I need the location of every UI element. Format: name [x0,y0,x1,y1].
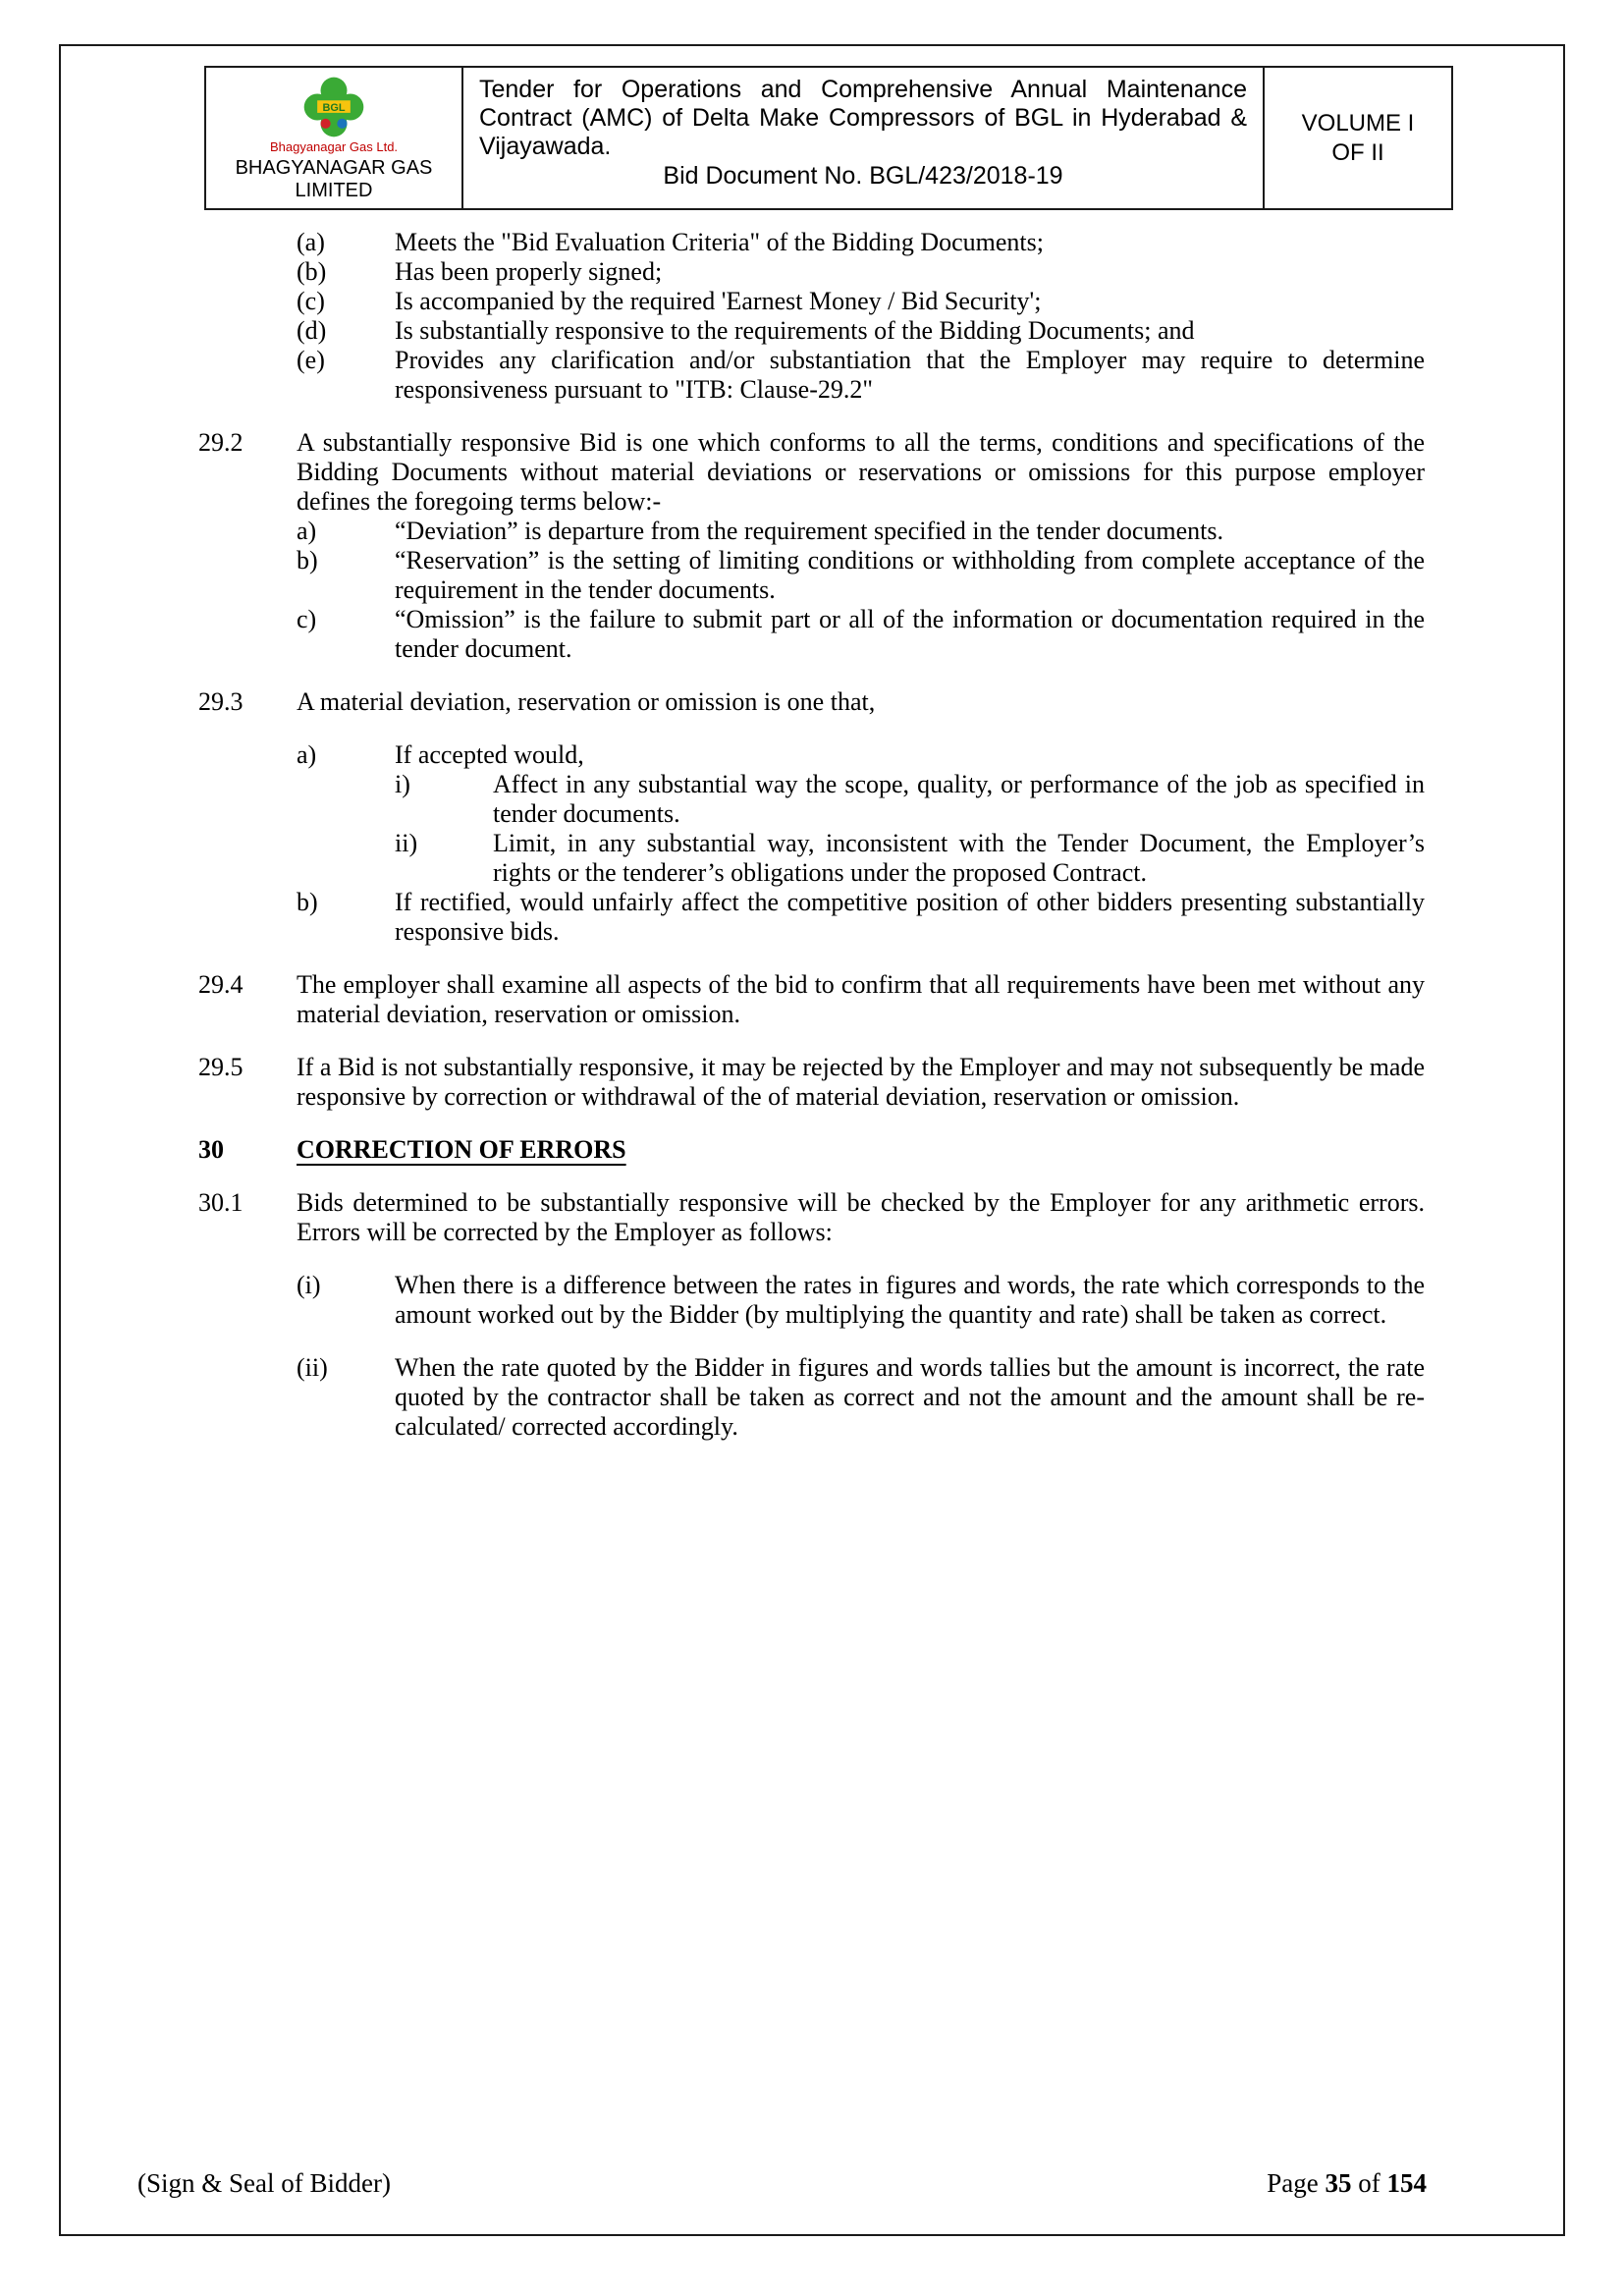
clause-text: Bids determined to be substantially responsive will be checked by the Employer for any arithmetic errors. Errors will be corrected by the Employer as follows: [297,1188,1425,1246]
sub-item-label: (i) [297,1271,321,1299]
sub-item-label: b) [297,888,318,916]
list-item-text: Is substantially responsive to the requirements of the Bidding Documents; and [395,316,1195,345]
list-item-label: (b) [297,257,327,286]
sub-item-label: a) [297,740,317,769]
list-item-text: Meets the "Bid Evaluation Criteria" of the Bidding Documents; [395,228,1044,256]
page-word: Page [1267,2168,1319,2198]
sub-sub-label: ii) [395,829,418,857]
sub-item-label: c) [297,605,317,633]
sub-item-b [297,888,1425,947]
clause-number: 30.1 [198,1188,244,1217]
sub-item-text: If rectified, would unfairly affect the competitive position of other bidders presenting substantially responsive bids. [395,888,1425,946]
document-title: Tender for Operations and Comprehensive Annual Maintenance Contract (AMC) of Delta Make Compressors of BGL in Hyderabad & Vijayawada. [479,76,1247,160]
clause-body [297,428,1425,664]
bgl-logo-icon [302,76,365,138]
sub-sub-text: Affect in any substantial way the scope, quality, or performance of the job as specified in tender documents. [493,770,1425,828]
bid-document-number: Bid Document No. BGL/423/2018-19 [663,162,1063,190]
org-name: BHAGYANAGAR GAS LIMITED [235,157,433,201]
document-header [204,66,1453,210]
clause-number: 29.5 [198,1053,244,1081]
sub-item-label: (ii) [297,1353,328,1382]
clause-text: The employer shall examine all aspects of the bid to confirm that all requirements have been met without any material deviation, reservation or omission. [297,970,1425,1028]
clause-body [297,970,1425,1029]
list-item-label: (d) [297,316,327,345]
section-title-wrap [297,1135,1425,1165]
volume-line-2: OF II [1331,138,1384,166]
sub-item-text: “Omission” is the failure to submit part or all of the information or documentation required in the tender document. [395,605,1425,663]
page-border-frame [59,44,1565,2236]
clause-29-5 [198,1053,1425,1112]
sub-item-text: “Deviation” is departure from the requirement specified in the tender documents. [395,517,1223,545]
list-item-text: Has been properly signed; [395,257,663,286]
clause-text: A substantially responsive Bid is one which conforms to all the terms, conditions and specifications of the Bidding Documents without material deviations or reservations or omissions for this purpose employer defines the foregoing terms below:- [297,428,1425,516]
sub-item-body [395,740,1425,888]
sub-item-ii [297,1353,1425,1442]
section-30-heading [198,1135,1425,1165]
sub-sub-item-i [395,770,1425,829]
list-item-label: (e) [297,346,325,374]
sub-item-label: a) [297,517,317,545]
list-item-text: Provides any clarification and/or substantiation that the Employer may require to determine responsiveness pursuant to "ITB: Clause-29.2" [395,346,1425,404]
clause-number: 29.2 [198,428,244,457]
sub-item-text: When there is a difference between the rates in figures and words, the rate which corresponds to the amount worked out by the Bidder (by multiplying the quantity and rate) shall be taken as correct. [395,1271,1425,1329]
list-item [297,346,1425,405]
volume-line-1: VOLUME I [1301,109,1415,137]
clause-number: 29.3 [198,687,244,716]
sub-item-text: When the rate quoted by the Bidder in figures and words tallies but the amount is incorrect, the rate quoted by the contractor shall be taken as correct and not the amount and the amount shall be re-calculated/ corrected accordingly. [395,1353,1425,1441]
svg-text:BGL: BGL [322,101,346,114]
document-body [61,210,1563,1442]
sub-item-b [297,546,1425,605]
clause-body [297,1053,1425,1112]
sub-sub-label: i) [395,770,410,798]
clause-29-3 [198,687,1425,947]
list-item-label: (a) [297,228,325,256]
section-title: CORRECTION OF ERRORS [297,1135,626,1164]
page-current: 35 [1325,2168,1352,2198]
logo-cell [206,68,463,208]
of-word: of [1358,2168,1380,2198]
clause-text: If a Bid is not substantially responsive, it may be rejected by the Employer and may not subsequently be made responsive by correction or withdrawal of the of material deviation, reservation or omission. [297,1053,1425,1111]
list-item-label: (c) [297,287,325,315]
sub-sub-text: Limit, in any substantial way, inconsistent with the Tender Document, the Employer’s rights or the tenderer’s obligations under the proposed Contract. [493,829,1425,887]
page-number [1267,2167,1427,2199]
sub-item-i [297,1271,1425,1330]
bid-criteria-list [297,228,1425,405]
page-footer [137,2167,1427,2199]
list-item [297,228,1425,257]
page-total: 154 [1386,2168,1427,2198]
sign-seal-note: (Sign & Seal of Bidder) [137,2168,391,2198]
sub-item-text: “Reservation” is the setting of limiting conditions or withholding from complete acceptance of the requirement in the tender documents. [395,546,1425,604]
sub-item-c [297,605,1425,664]
volume-cell [1265,68,1451,208]
sub-item-a [297,517,1425,546]
clause-30-1 [198,1188,1425,1442]
clause-29-4 [198,970,1425,1029]
clause-29-2 [198,428,1425,664]
list-item [297,316,1425,346]
clause-body [297,1188,1425,1442]
logo-caption: Bhagyanagar Gas Ltd. [269,139,399,154]
sub-item-text: If accepted would, [395,740,584,769]
list-item [297,287,1425,316]
sub-sub-item-ii [395,829,1425,888]
sub-item-a [297,740,1425,888]
clause-text: A material deviation, reservation or omission is one that, [297,687,876,716]
section-number: 30 [198,1135,224,1164]
title-cell [463,68,1265,208]
list-item [297,257,1425,287]
list-item-text: Is accompanied by the required 'Earnest Money / Bid Security'; [395,287,1042,315]
clause-body [297,687,1425,947]
sub-item-label: b) [297,546,318,574]
clause-number: 29.4 [198,970,244,999]
